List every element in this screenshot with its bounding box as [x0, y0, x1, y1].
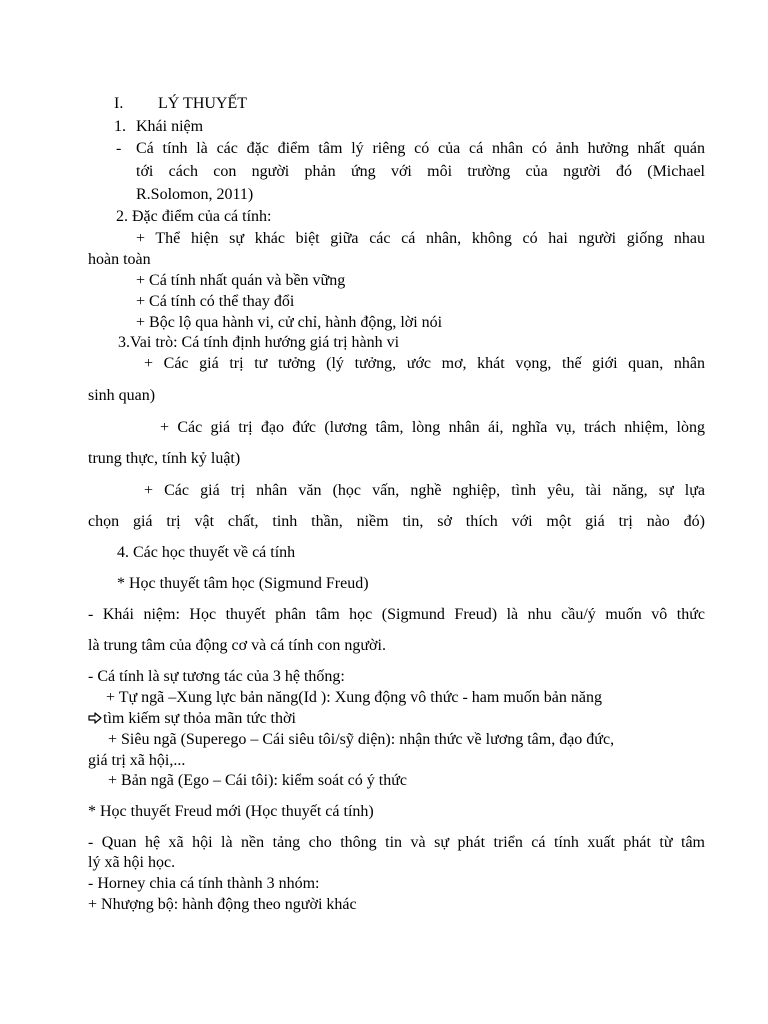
ego-line: + Bản ngã (Ego – Cái tôi): kiểm soát có ý thức [108, 772, 407, 789]
item2-title: 2. Đặc điểm của cá tính: [116, 208, 272, 225]
item3-point1-line1: + Các giá trị tư tưởng (lý tưởng, ước mơ, khát vọng, thế giới quan, nhân [144, 355, 705, 372]
freud-theory-title: * Học thuyết tâm học (Sigmund Freud) [117, 575, 369, 592]
social-line1: - Quan hệ xã hội là nền tảng cho thông tin và sự phát triển cá tính xuất phát từ tâm [88, 834, 705, 851]
superego-line2: giá trị xã hội,... [88, 752, 186, 769]
item1-dash: - [116, 140, 122, 157]
id-line2 [88, 709, 296, 729]
new-freud-title: * Học thuyết Freud mới (Học thuyết cá tính) [88, 803, 374, 820]
item1-title: Khái niệm [136, 118, 204, 135]
item3-point3-line2: chọn giá trị vật chất, tinh thần, niềm tin, sở thích với một giá trị nào đó) [88, 513, 705, 530]
item1-text-line3: R.Solomon, 2011) [136, 186, 254, 203]
id-line1: + Tự ngã –Xung lực bản năng(Id ): Xung động vô thức - ham muốn bản năng [106, 689, 602, 706]
id-line2-text: tìm kiếm sự thỏa mãn tức thời [103, 710, 296, 727]
arrow-right-icon [88, 712, 102, 724]
section-title: LÝ THUYẾT [158, 95, 248, 112]
item2-point3: + Cá tính có thể thay đổi [136, 293, 295, 310]
item3-point2-line2: trung thực, tính kỷ luật) [88, 450, 241, 467]
three-systems-intro: - Cá tính là sự tương tác của 3 hệ thống: [88, 668, 345, 685]
social-line2: lý xã hội học. [88, 854, 176, 871]
freud-concept-line1: - Khái niệm: Học thuyết phân tâm học (Sigmund Freud) là nhu cầu/ý muốn vô thức [88, 606, 705, 623]
item1-text-line2: tới cách con người phản ứng với môi trường của người đó (Michael [136, 163, 705, 180]
horney-line: - Horney chia cá tính thành 3 nhóm: [88, 875, 320, 892]
item1-text-line1: Cá tính là các đặc điểm tâm lý riêng có của cá nhân có ảnh hưởng nhất quán [136, 140, 705, 157]
superego-line1: + Siêu ngã (Superego – Cái siêu tôi/sỹ diện): nhận thức về lương tâm, đạo đức, [108, 731, 615, 748]
item3-title: 3.Vai trò: Cá tính định hướng giá trị hành vi [118, 334, 400, 351]
item2-point1-line1: + Thể hiện sự khác biệt giữa các cá nhân, không có hai người giống nhau [136, 230, 705, 247]
item2-point4: + Bộc lộ qua hành vi, cử chỉ, hành động, lời nói [136, 314, 443, 331]
item3-point2-line1: + Các giá trị đạo đức (lương tâm, lòng nhân ái, nghĩa vụ, trách nhiệm, lòng [160, 419, 705, 436]
item1-number: 1. [114, 118, 126, 135]
item4-title: 4. Các học thuyết về cá tính [117, 544, 296, 561]
item3-point1-line2: sinh quan) [88, 387, 156, 404]
freud-concept-line2: là trung tâm của động cơ và cá tính con người. [88, 637, 386, 654]
yield-line: + Nhượng bộ: hành động theo người khác [88, 896, 357, 913]
section-number: I. [114, 95, 124, 112]
item2-point2: + Cá tính nhất quán và bền vững [136, 272, 346, 289]
item3-point3-line1: + Các giá trị nhân văn (học vấn, nghề nghiệp, tình yêu, tài năng, sự lựa [144, 482, 705, 499]
item2-point1-line2: hoàn toàn [88, 251, 151, 268]
